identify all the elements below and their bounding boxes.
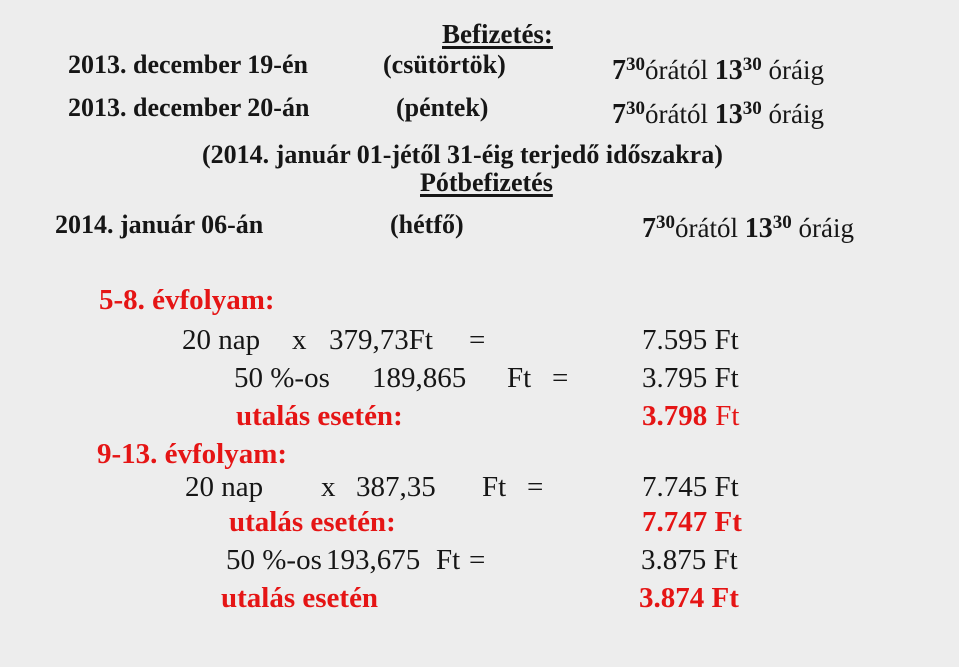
- payment-time-range-3: [642, 214, 854, 245]
- payment-time-range-1: [612, 56, 824, 87]
- end-hour: 13: [714, 99, 743, 130]
- half-rate: 189,865: [372, 362, 467, 394]
- payment-section-title: Befizetés:: [442, 19, 553, 49]
- daily-rate: 379,73Ft: [329, 324, 433, 356]
- grade-group-heading-9-13: 9-13. évfolyam:: [97, 438, 288, 470]
- days-count: 20 nap: [182, 324, 261, 356]
- equals-sign: =: [527, 471, 544, 503]
- half-price-label: 50 %-os: [226, 544, 322, 576]
- start-hour: 7: [642, 213, 656, 244]
- currency-unit: Ft: [436, 544, 461, 576]
- transfer-label: utalás esetén:: [236, 400, 403, 432]
- transfer-label: utalás esetén:: [229, 506, 396, 538]
- half-total-amount: 3.875 Ft: [641, 544, 738, 576]
- daily-rate: 387,35: [356, 471, 436, 503]
- grade-group-heading-5-8: 5-8. évfolyam:: [99, 284, 275, 316]
- payment-date-1: 2013. december 19-én: [68, 50, 308, 79]
- half-total-amount: 3.795 Ft: [642, 362, 739, 394]
- half-price-label: 50 %-os: [234, 362, 330, 394]
- transfer-label: utalás esetén: [221, 582, 379, 614]
- from-word: órától: [645, 55, 708, 85]
- until-word: óráig: [798, 213, 854, 243]
- payment-time-range-2: [612, 100, 824, 131]
- multiply-sign: x: [292, 324, 307, 356]
- start-minutes: 30: [626, 54, 645, 75]
- late-payment-section-title: Pótbefizetés: [420, 168, 553, 197]
- end-hour: 13: [744, 213, 773, 244]
- total-amount: 7.595 Ft: [642, 324, 739, 356]
- payment-date-2: 2013. december 20-án: [68, 93, 310, 122]
- end-minutes: 30: [742, 98, 762, 119]
- start-hour: 7: [612, 99, 626, 130]
- start-minutes: 30: [626, 98, 645, 119]
- start-hour: 7: [612, 55, 626, 86]
- until-word: óráig: [768, 55, 824, 85]
- end-hour: 13: [714, 55, 743, 86]
- days-count: 20 nap: [185, 471, 264, 503]
- transfer-amount: 3.874 Ft: [639, 582, 739, 614]
- until-word: óráig: [768, 99, 824, 129]
- from-word: órától: [675, 213, 738, 243]
- payment-date-3: 2014. január 06-án: [55, 210, 264, 239]
- total-amount: 7.745 Ft: [642, 471, 739, 503]
- currency-unit: Ft: [507, 362, 532, 394]
- transfer-amount: 7.747 Ft: [642, 506, 742, 538]
- half-rate: 193,675: [326, 544, 421, 576]
- period-note: (2014. január 01-jétől 31-éig terjedő időszakra): [202, 140, 723, 169]
- payment-day-2: (péntek): [396, 93, 489, 122]
- currency-unit: Ft: [715, 400, 740, 432]
- multiply-sign: x: [321, 471, 336, 503]
- equals-sign: =: [552, 362, 569, 394]
- from-word: órától: [645, 99, 708, 129]
- transfer-amount-value: 3.798: [642, 400, 708, 432]
- currency-unit: Ft: [482, 471, 507, 503]
- payment-day-3: (hétfő): [390, 210, 464, 239]
- equals-sign: =: [469, 324, 486, 356]
- end-minutes: 30: [772, 212, 792, 233]
- end-minutes: 30: [742, 54, 762, 75]
- payment-day-1: (csütörtök): [383, 50, 506, 79]
- equals-sign: =: [469, 544, 486, 576]
- start-minutes: 30: [656, 212, 675, 233]
- transfer-amount: [642, 401, 739, 433]
